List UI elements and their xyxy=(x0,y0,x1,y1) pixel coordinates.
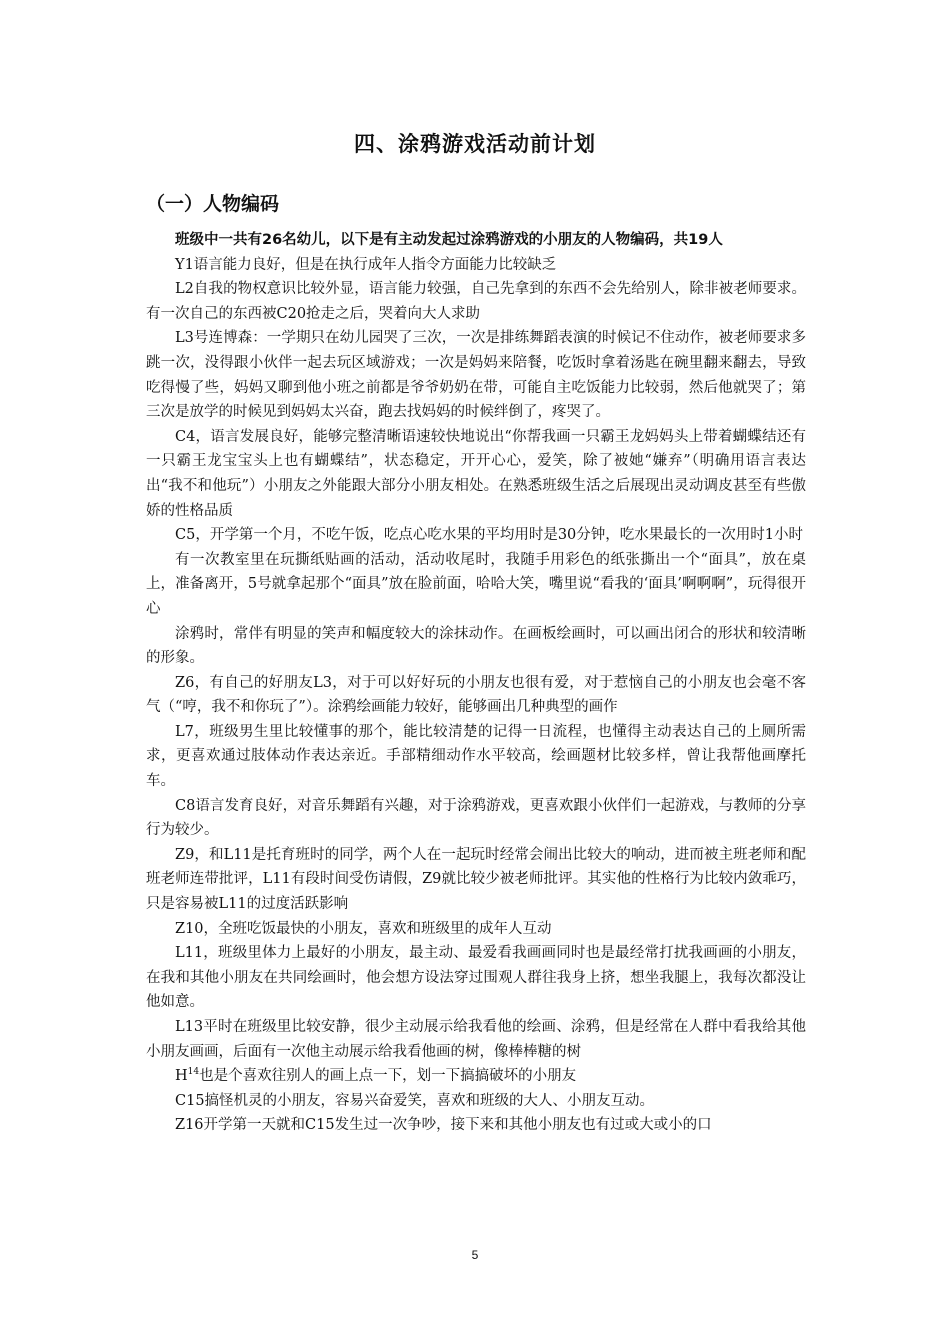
paragraph-c4: C4，语言发展良好，能够完整清晰语速较快地说出“你帮我画一只霸王龙妈妈头上带着蝴蝶结还有一只霸王龙宝宝头上也有蝴蝶结”，状态稳定，开开心心，爱笑，除了被她“嫌弃”（明确用语言表达出“我不和他玩”）小朋友之外能跟大部分小朋友相处。在熟悉班级生活之后展现出灵动调皮甚至有些傲娇的性格品质 xyxy=(146,428,806,519)
h14-text: 也是个喜欢往别人的画上点一下，划一下搞搞破坏的小朋友 xyxy=(199,1068,577,1085)
paragraph-l2: L2自我的物权意识比较外显，语言能力较强，自己先拿到的东西不会先给别人，除非被老师要求。有一次自己的东西被C20抢走之后，哭着向大人求助 xyxy=(146,281,806,322)
body-text xyxy=(146,228,806,1138)
section-heading: （一）人物编码 xyxy=(146,193,280,215)
paragraph-c5: C5，开学第一个月，不吃午饭，吃点心吃水果的平均用时是30分钟，吃水果最长的一次用时1小时 xyxy=(175,527,803,544)
paragraph-l3: L3号连博森：一学期只在幼儿园哭了三次，一次是排练舞蹈表演的时候记不住动作，被老师要求多跳一次，没得跟小伙伴一起去玩区域游戏；一次是妈妈来陪餐，吃饭时拿着汤匙在碗里翻来翻去，导致吃得慢了些，妈妈又聊到他小班之前都是爷爷奶奶在带，可能自主吃饭能力比较弱，然后他就哭了；第三次是放学的时候见到妈妈太兴奋，跑去找妈妈的时候绊倒了，疼哭了。 xyxy=(146,330,806,421)
page-number: 5 xyxy=(471,1248,479,1262)
intro-paragraph: 班级中一共有26名幼儿，以下是有主动发起过涂鸦游戏的小朋友的人物编码，共19人 xyxy=(175,232,723,248)
paragraph-z6: Z6，有自己的好朋友L3，对于可以好好玩的小朋友也很有爱，对于惹恼自己的小朋友也会毫不客气（“哼，我不和你玩了”）。涂鸦绘画能力较好，能够画出几种典型的画作 xyxy=(146,674,806,716)
paragraph-h14 xyxy=(146,1064,806,1089)
paragraph-c5-mask-story: 有一次教室里在玩撕纸贴画的活动，活动收尾时，我随手用彩色的纸张撕出一个“面具”，放在桌上，准备离开，5号就拿起那个“面具”放在脸前面，哈哈大笑，嘴里说“看我的‘面具’啊啊啊”，玩得很开心 xyxy=(146,551,806,617)
paragraph-z9: Z9，和L11是托育班时的同学，两个人在一起玩时经常会闹出比较大的响动，进而被主班老师和配班老师连带批评，L11有段时间受伤请假，Z9就比较少被老师批评。其实他的性格行为比较内敛乖巧，只是容易被L11的过度活跃影响 xyxy=(146,846,806,913)
paragraph-c5-doodle: 涂鸦时，常伴有明显的笑声和幅度较大的涂抹动作。在画板绘画时，可以画出闭合的形状和较清晰的形象。 xyxy=(146,625,806,667)
paragraph-z16: Z16开学第一天就和C15发生过一次争吵，接下来和其他小朋友也有过或大或小的口 xyxy=(175,1117,712,1134)
paragraph-c15: C15搞怪机灵的小朋友，容易兴奋爱笑，喜欢和班级的大人、小朋友互动。 xyxy=(175,1092,655,1109)
paragraph-l7: L7，班级男生里比较懂事的那个，能比较清楚的记得一日流程，也懂得主动表达自己的上厕所需求，更喜欢通过肢体动作表达亲近。手部精细动作水平较高，绘画题材比较多样，曾让我帮他画摩托车。 xyxy=(146,723,806,790)
h14-superscript: 14 xyxy=(187,1067,200,1078)
paragraph-l13: L13平时在班级里比较安静，很少主动展示给我看他的绘画、涂鸦，但是经常在人群中看我给其他小朋友画画，后面有一次他主动展示给我看他画的树，像棒棒糖的树 xyxy=(146,1019,806,1060)
paragraph-y1: Y1语言能力良好，但是在执行成年人指令方面能力比较缺乏 xyxy=(175,256,557,273)
paragraph-z10: Z10，全班吃饭最快的小朋友，喜欢和班级里的成年人互动 xyxy=(175,920,552,937)
page-title: 四、涂鸦游戏活动前计划 xyxy=(354,132,596,156)
paragraph-c8: C8语言发育良好，对音乐舞蹈有兴趣，对于涂鸦游戏，更喜欢跟小伙伴们一起游戏，与教师的分享行为较少。 xyxy=(146,797,806,839)
h14-letter: H xyxy=(175,1068,188,1085)
paragraph-l11: L11，班级里体力上最好的小朋友，最主动、最爱看我画画同时也是最经常打扰我画画的小朋友，在我和其他小朋友在共同绘画时，他会想方设法穿过围观人群往我身上挤，想坐我腿上，我每次都没让他如意。 xyxy=(146,945,806,1011)
